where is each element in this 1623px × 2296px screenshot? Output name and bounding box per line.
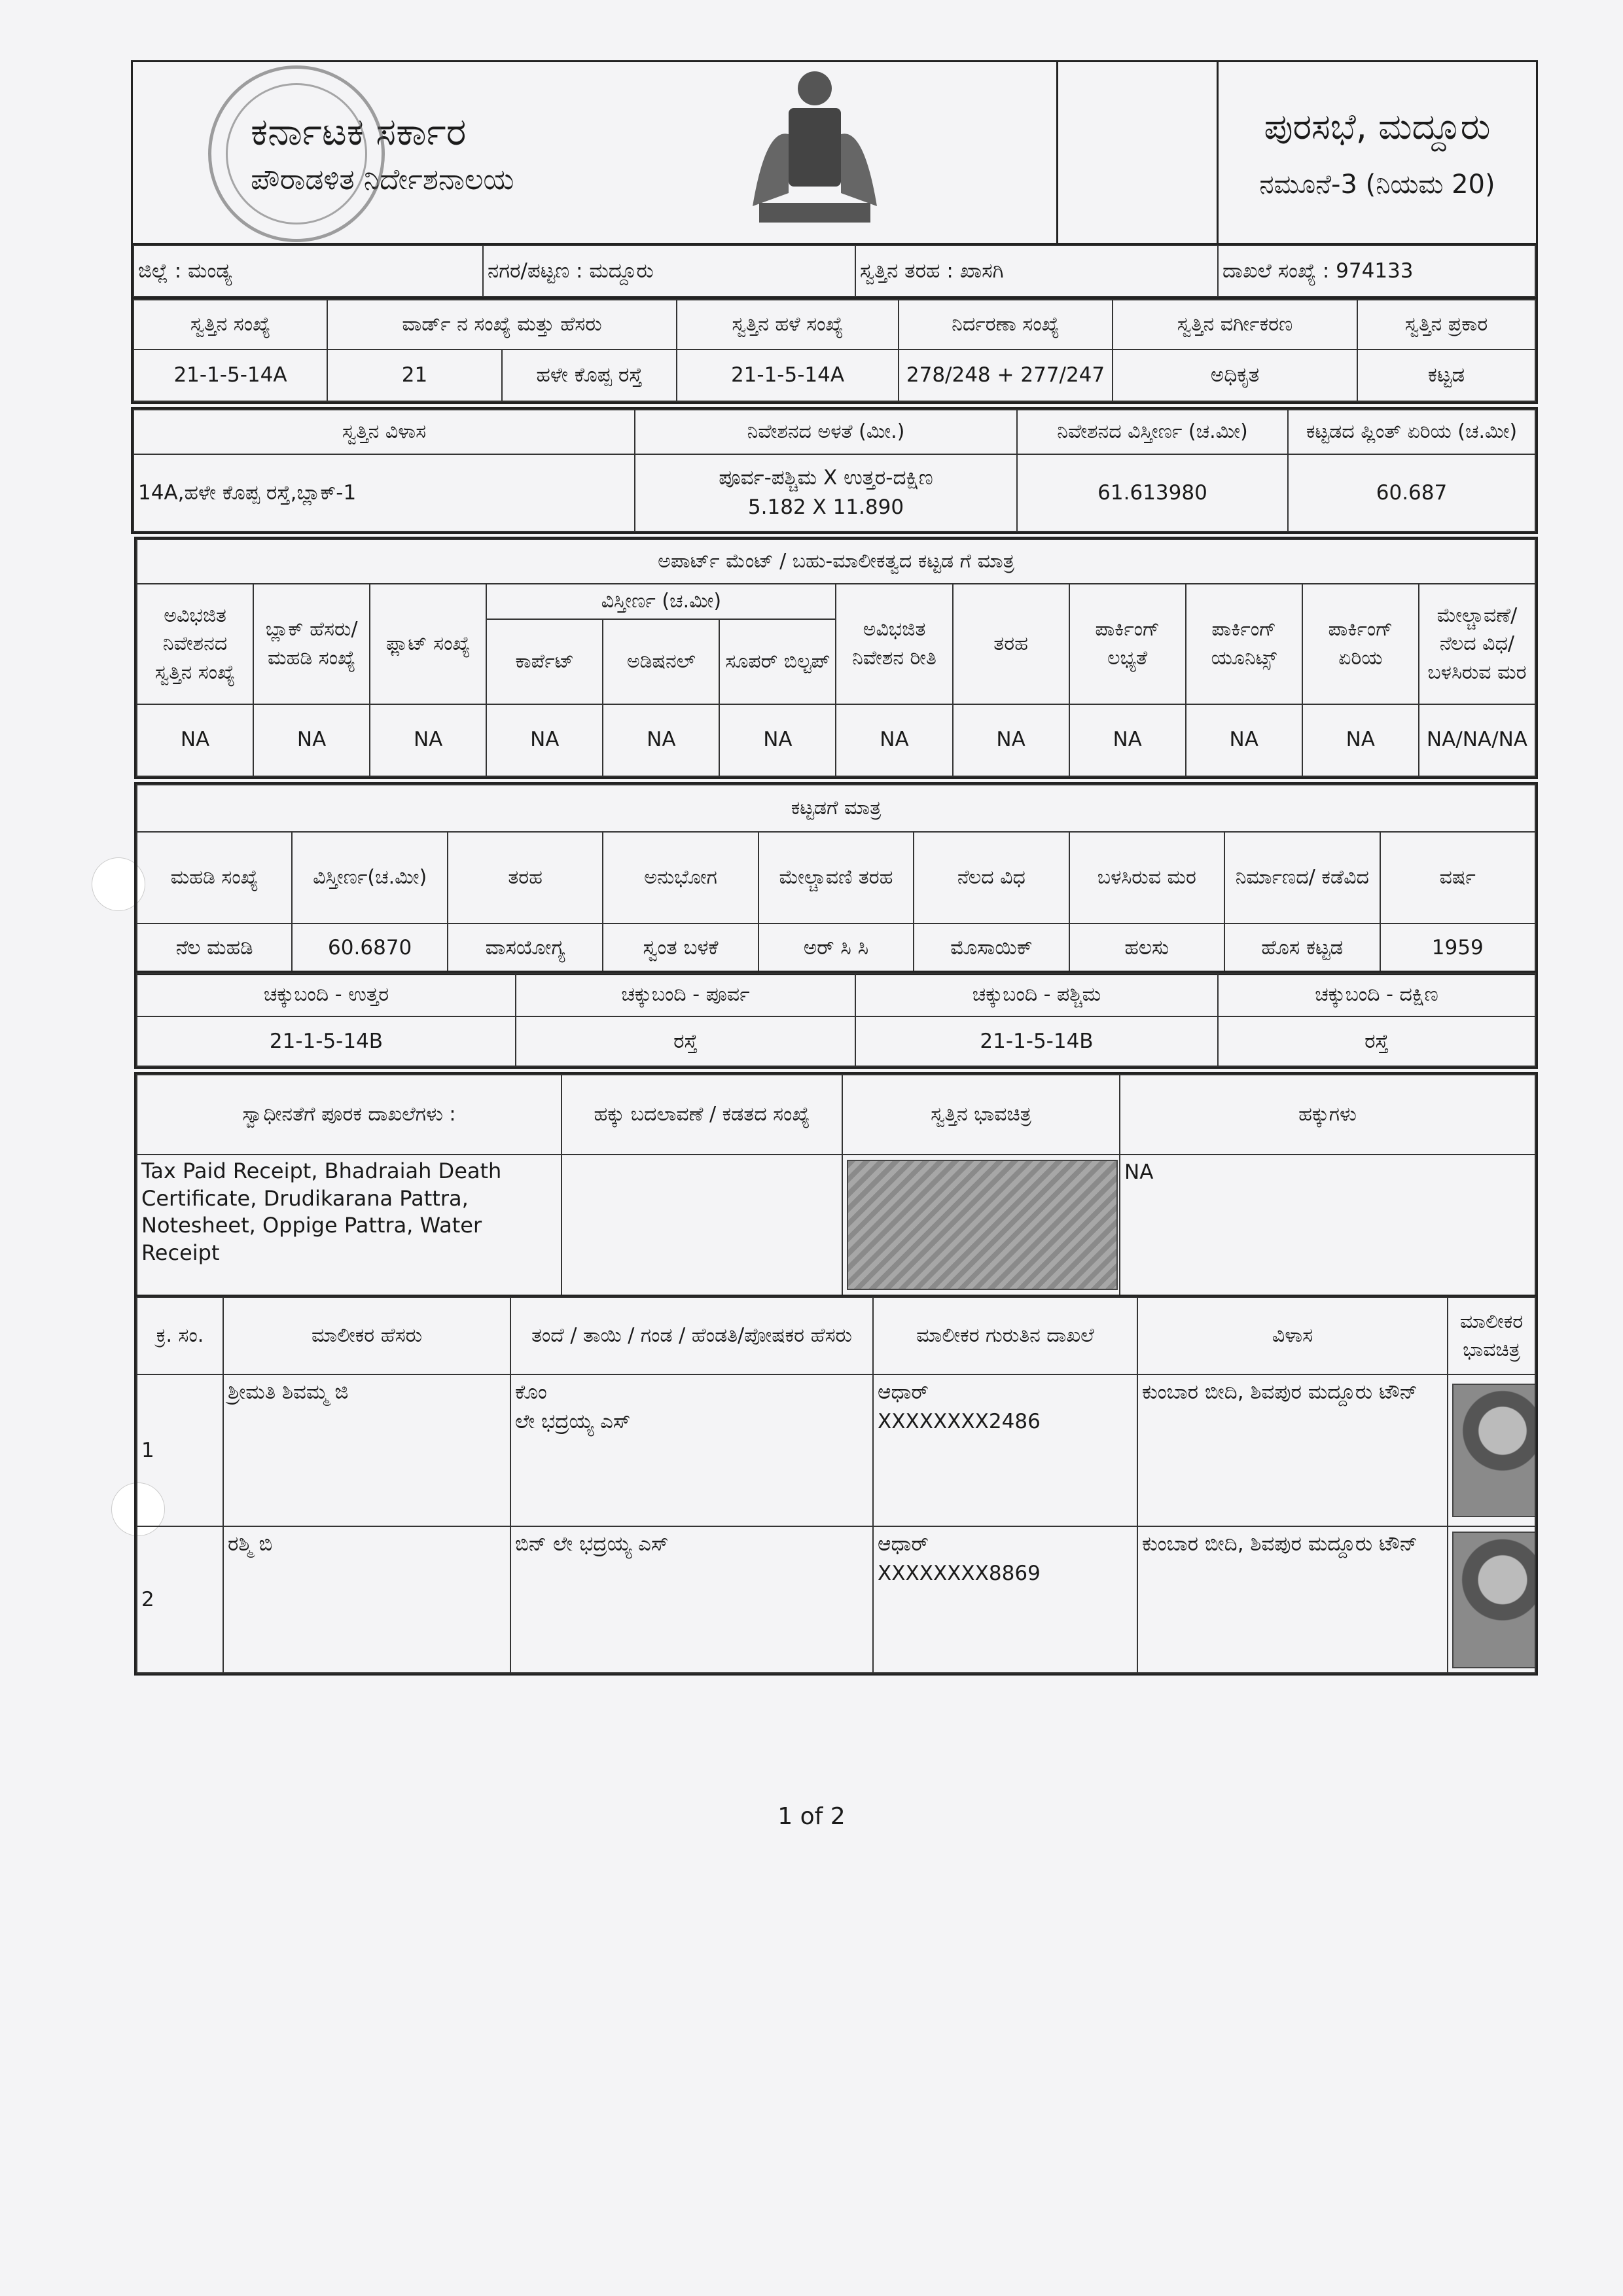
- town-label: ನಗರ/ಪಟ್ಟಣ : ಮದ್ದೂರು: [483, 245, 855, 296]
- address-table: [131, 407, 1538, 534]
- col-header: ಚಕ್ಕುಬಂದಿ - ಪೂರ್ವ: [516, 973, 855, 1016]
- col-header: ಬ್ಲಾಕ್ ಹೆಸರು/ ಮಹಡಿ ಸಂಖ್ಯೆ: [253, 584, 370, 704]
- apartment-value: NA: [486, 704, 603, 777]
- col-header: ಸ್ವತ್ತಿನ ವಿಳಾಸ: [134, 410, 635, 454]
- col-header: ಫ್ಲಾಟ್ ಸಂಖ್ಯೆ: [370, 584, 486, 704]
- col-header: ಕಾರ್ಪೆಟ್: [486, 619, 603, 704]
- page-number: 1 of 2: [777, 1803, 846, 1830]
- directorate-name: ಪೌರಾಡಳಿತ ನಿರ್ದೇಶನಾಲಯ: [251, 163, 514, 197]
- col-header: ನಿರ್ಮಾಣದ/ ಕಡೆವಿದ: [1224, 832, 1380, 924]
- owner-photo: [1452, 1384, 1535, 1517]
- building-value: ಮೊಸಾಯಿಕ್: [914, 924, 1069, 973]
- col-header: ಚಕ್ಕುಬಂದಿ - ದಕ್ಷಿಣ: [1218, 973, 1535, 1016]
- boundary-north: 21-1-5-14B: [137, 1016, 516, 1066]
- boundary-south: ರಸ್ತೆ: [1218, 1016, 1535, 1066]
- col-header: ಸ್ವತ್ತಿನ ಸಂಖ್ಯೆ: [134, 300, 327, 350]
- table-row: [137, 1374, 1535, 1526]
- col-header: ಮಾಲೀಕರ ಗುರುತಿನ ದಾಖಲೆ: [873, 1297, 1137, 1374]
- col-header: ಸ್ವಾಧೀನತೆಗೆ ಪೂರಕ ದಾಖಲೆಗಳು :: [137, 1075, 562, 1155]
- col-header: ಚಕ್ಕುಬಂದಿ - ಉತ್ತರ: [137, 973, 516, 1016]
- property-table: [131, 297, 1538, 404]
- col-header: ಮಾಲೀಕರ ಭಾವಚಿತ್ರ: [1448, 1297, 1535, 1374]
- office-seal-stamp: [208, 65, 385, 242]
- col-header: ಮಾಲೀಕರ ಹೆಸರು: [223, 1297, 510, 1374]
- district-label: ಜಿಲ್ಲೆ : ಮಂಡ್ಯ: [134, 245, 483, 296]
- building-value: 1959: [1380, 924, 1536, 973]
- building-title: ಕಟ್ಟಡಗೆ ಮಾತ್ರ: [137, 785, 1535, 832]
- col-header: ಸೂಪರ್ ಬಿಲ್ಟಪ್: [719, 619, 836, 704]
- col-header: ನಿವೇಶನದ ವಿಸ್ತೀರ್ಣ (ಚ.ಮೀ): [1017, 410, 1288, 454]
- apartment-value: NA: [719, 704, 836, 777]
- col-header: ಅಡಿಷನಲ್: [603, 619, 719, 704]
- col-header: ವಿಳಾಸ: [1137, 1297, 1448, 1374]
- building-value: ಹೊಸ ಕಟ್ಟಡ: [1224, 924, 1380, 973]
- property-number: 21-1-5-14A: [134, 350, 327, 401]
- building-value: ನೆಲ ಮಹಡಿ: [137, 924, 292, 973]
- col-header: ಅವಿಭಜಿತ ನಿವೇಶನ ರೀತಿ: [836, 584, 952, 704]
- site-dimensions-value: 5.182 X 11.890: [747, 495, 904, 519]
- owner-name: ಶ್ರೀಮತಿ ಶಿವಮ್ಮ ಜಿ: [223, 1374, 510, 1526]
- owner-photo: [1452, 1532, 1535, 1668]
- owner-id-number: XXXXXXXX2486: [878, 1409, 1041, 1433]
- owner-serial: 2: [137, 1526, 223, 1673]
- col-header: ಮೇಲ್ಚಾವಣೆ/ನೆಲದ ವಿಧ/ಬಳಸಿರುವ ಮರ: [1419, 584, 1535, 704]
- area-group-header: ವಿಸ್ತೀರ್ಣ (ಚ.ಮೀ): [486, 584, 836, 619]
- owner-relation: ಬಿನ್ ಲೇ ಭದ್ರಯ್ಯ ಎಸ್: [515, 1532, 669, 1556]
- apartment-value: NA: [1186, 704, 1302, 777]
- col-header: ಚಕ್ಕುಬಂದಿ - ಪಶ್ಚಿಮ: [855, 973, 1218, 1016]
- col-header: ಹಕ್ಕು ಬದಲಾವಣೆ / ಕಡತದ ಸಂಖ್ಯೆ: [562, 1075, 842, 1155]
- col-header: ನಿರ್ದರಣಾ ಸಂಖ್ಯೆ: [899, 300, 1113, 350]
- apartment-value: NA: [836, 704, 952, 777]
- apartment-value: NA: [137, 704, 253, 777]
- apartment-value: NA: [370, 704, 486, 777]
- ward-name: ಹಳೇ ಕೊಪ್ಪ ರಸ್ತೆ: [502, 350, 677, 401]
- owner-address: ಕುಂಬಾರ ಬೀದಿ, ಶಿವಪುರ ಮದ್ದೂರು ಟೌನ್: [1137, 1526, 1448, 1673]
- col-header: ಸ್ವತ್ತಿನ ವರ್ಗೀಕರಣ: [1113, 300, 1357, 350]
- supporting-documents-list: Tax Paid Receipt, Bhadraiah Death Certificate, Drudikarana Pattra, Notesheet, Oppige Pattra, Water Receipt: [137, 1155, 562, 1295]
- col-header: ಸ್ವತ್ತಿನ ಪ್ರಕಾರ: [1357, 300, 1535, 350]
- assessment-number: 278/248 + 277/247: [899, 350, 1113, 401]
- owners-table: [134, 1295, 1538, 1676]
- apartment-table: [134, 537, 1538, 779]
- apartment-title: ಅಪಾರ್ಟ್ ಮೆಂಟ್ / ಬಹು-ಮಾಲೀಕತ್ವದ ಕಟ್ಟಡ ಗೆ ಮಾತ್ರ: [137, 539, 1535, 584]
- property-photo: [847, 1160, 1118, 1290]
- plinth-area-value: 60.687: [1288, 454, 1535, 531]
- site-area-value: 61.613980: [1017, 454, 1288, 531]
- col-header: ತಂದೆ / ತಾಯಿ / ಗಂಡ / ಹೆಂಡತಿ/ಪೋಷಕರ ಹೆಸರು: [510, 1297, 873, 1374]
- col-header: ಪಾರ್ಕಿಂಗ್ ಲಭ್ಯತೆ: [1069, 584, 1186, 704]
- owner-id-type: ಆಧಾರ್: [878, 1532, 929, 1556]
- property-kind-value: ಕಟ್ಟಡ: [1357, 350, 1535, 401]
- col-header: ಕಟ್ಟಡದ ಪ್ಲಿಂತ್ ಏರಿಯ (ಚ.ಮೀ): [1288, 410, 1535, 454]
- boundaries-table: [134, 971, 1538, 1069]
- col-header: ಸ್ವತ್ತಿನ ಭಾವಚಿತ್ರ: [842, 1075, 1120, 1155]
- boundary-east: ರಸ್ತೆ: [516, 1016, 855, 1066]
- old-property-number: 21-1-5-14A: [677, 350, 899, 401]
- table-row: [137, 1526, 1535, 1673]
- site-dimensions-label: ಪೂರ್ವ-ಪಶ್ಚಿಮ X ಉತ್ತರ-ದಕ್ಷಿಣ: [719, 466, 933, 490]
- owner-serial: 1: [137, 1374, 223, 1526]
- apartment-value: NA: [253, 704, 370, 777]
- documents-table: [134, 1072, 1538, 1298]
- col-header: ಅವಿಭಜಿತ ನಿವೇಶನದ ಸ್ವತ್ತಿನ ಸಂಖ್ಯೆ: [137, 584, 253, 704]
- col-header: ವಾರ್ಡ್ ನ ಸಂಖ್ಯೆ ಮತ್ತು ಹೆಸರು: [327, 300, 677, 350]
- col-header: ಅನುಭೋಗ: [603, 832, 758, 924]
- col-header: ಪಾರ್ಕಿಂಗ್ ಯೂನಿಟ್ಸ್: [1186, 584, 1302, 704]
- col-header: ಸ್ವತ್ತಿನ ಹಳೆ ಸಂಖ್ಯೆ: [677, 300, 899, 350]
- building-value: ಹಲಸು: [1069, 924, 1224, 973]
- classification-value: ಅಧಿಕೃತ: [1113, 350, 1357, 401]
- col-header: ತರಹ: [448, 832, 603, 924]
- owner-relation: ಕೊಂ: [515, 1380, 547, 1404]
- info-row: [131, 243, 1538, 299]
- building-value: ಅರ್ ಸಿ ಸಿ: [758, 924, 914, 973]
- owner-address: ಕುಂಬಾರ ಬೀದಿ, ಶಿವಪುರ ಮದ್ದೂರು ಟೌನ್: [1137, 1374, 1448, 1526]
- record-number-label: ದಾಖಲೆ ಸಂಖ್ಯೆ : 974133: [1218, 245, 1535, 296]
- form-number: ನಮೂನೆ-3 (ನಿಯಮ 20): [1259, 170, 1495, 200]
- owner-id-type: ಆಧಾರ್: [878, 1380, 929, 1404]
- owner-relative-name: ಲೇ ಭದ್ರಯ್ಯ ಎಸ್: [515, 1409, 631, 1433]
- col-header: ತರಹ: [953, 584, 1069, 704]
- building-value: ಸ್ವಂತ ಬಳಕೆ: [603, 924, 758, 973]
- apartment-value: NA: [953, 704, 1069, 777]
- col-header: ನಿವೇಶನದ ಅಳತೆ (ಮೀ.): [635, 410, 1017, 454]
- owner-id-number: XXXXXXXX8869: [878, 1561, 1041, 1585]
- col-header: ಕ್ರ. ಸಂ.: [137, 1297, 223, 1374]
- state-emblem-icon: [740, 62, 890, 239]
- building-value: 60.6870: [292, 924, 447, 973]
- boundary-west: 21-1-5-14B: [855, 1016, 1218, 1066]
- col-header: ಮೇಲ್ಚಾವಣಿ ತರಹ: [758, 832, 914, 924]
- owner-name: ರಶ್ಮಿ ಬಿ: [223, 1526, 510, 1673]
- apartment-value: NA: [603, 704, 719, 777]
- apartment-value: NA: [1302, 704, 1419, 777]
- col-header: ಬಳಸಿರುವ ಮರ: [1069, 832, 1224, 924]
- municipality-name: ಪುರಸಭೆ, ಮದ್ದೂರು: [1264, 105, 1491, 147]
- col-header: ವರ್ಷ: [1380, 832, 1536, 924]
- col-header: ವಿಸ್ತೀರ್ಣ(ಚ.ಮೀ): [292, 832, 447, 924]
- building-value: ವಾಸಯೋಗ್ಯ: [448, 924, 603, 973]
- property-address: 14A,ಹಳೇ ಕೊಪ್ಪ ರಸ್ತೆ,ಬ್ಲಾಕ್-1: [134, 454, 635, 531]
- ward-number: 21: [327, 350, 502, 401]
- gov-name: ಕರ್ನಾಟಕ ಸರ್ಕಾರ: [251, 109, 467, 154]
- col-header: ಮಹಡಿ ಸಂಖ್ಯೆ: [137, 832, 292, 924]
- col-header: ನೆಲದ ವಿಧ: [914, 832, 1069, 924]
- col-header: ಹಕ್ಕುಗಳು: [1120, 1075, 1535, 1155]
- rights-value: NA: [1120, 1155, 1535, 1295]
- col-header: ಪಾರ್ಕಿಂಗ್ ಏರಿಯ: [1302, 584, 1419, 704]
- apartment-value: NA: [1069, 704, 1186, 777]
- property-type-label: ಸ್ವತ್ತಿನ ತರಹ : ಖಾಸಗಿ: [855, 245, 1218, 296]
- apartment-value: NA/NA/NA: [1419, 704, 1535, 777]
- building-table: [134, 782, 1538, 975]
